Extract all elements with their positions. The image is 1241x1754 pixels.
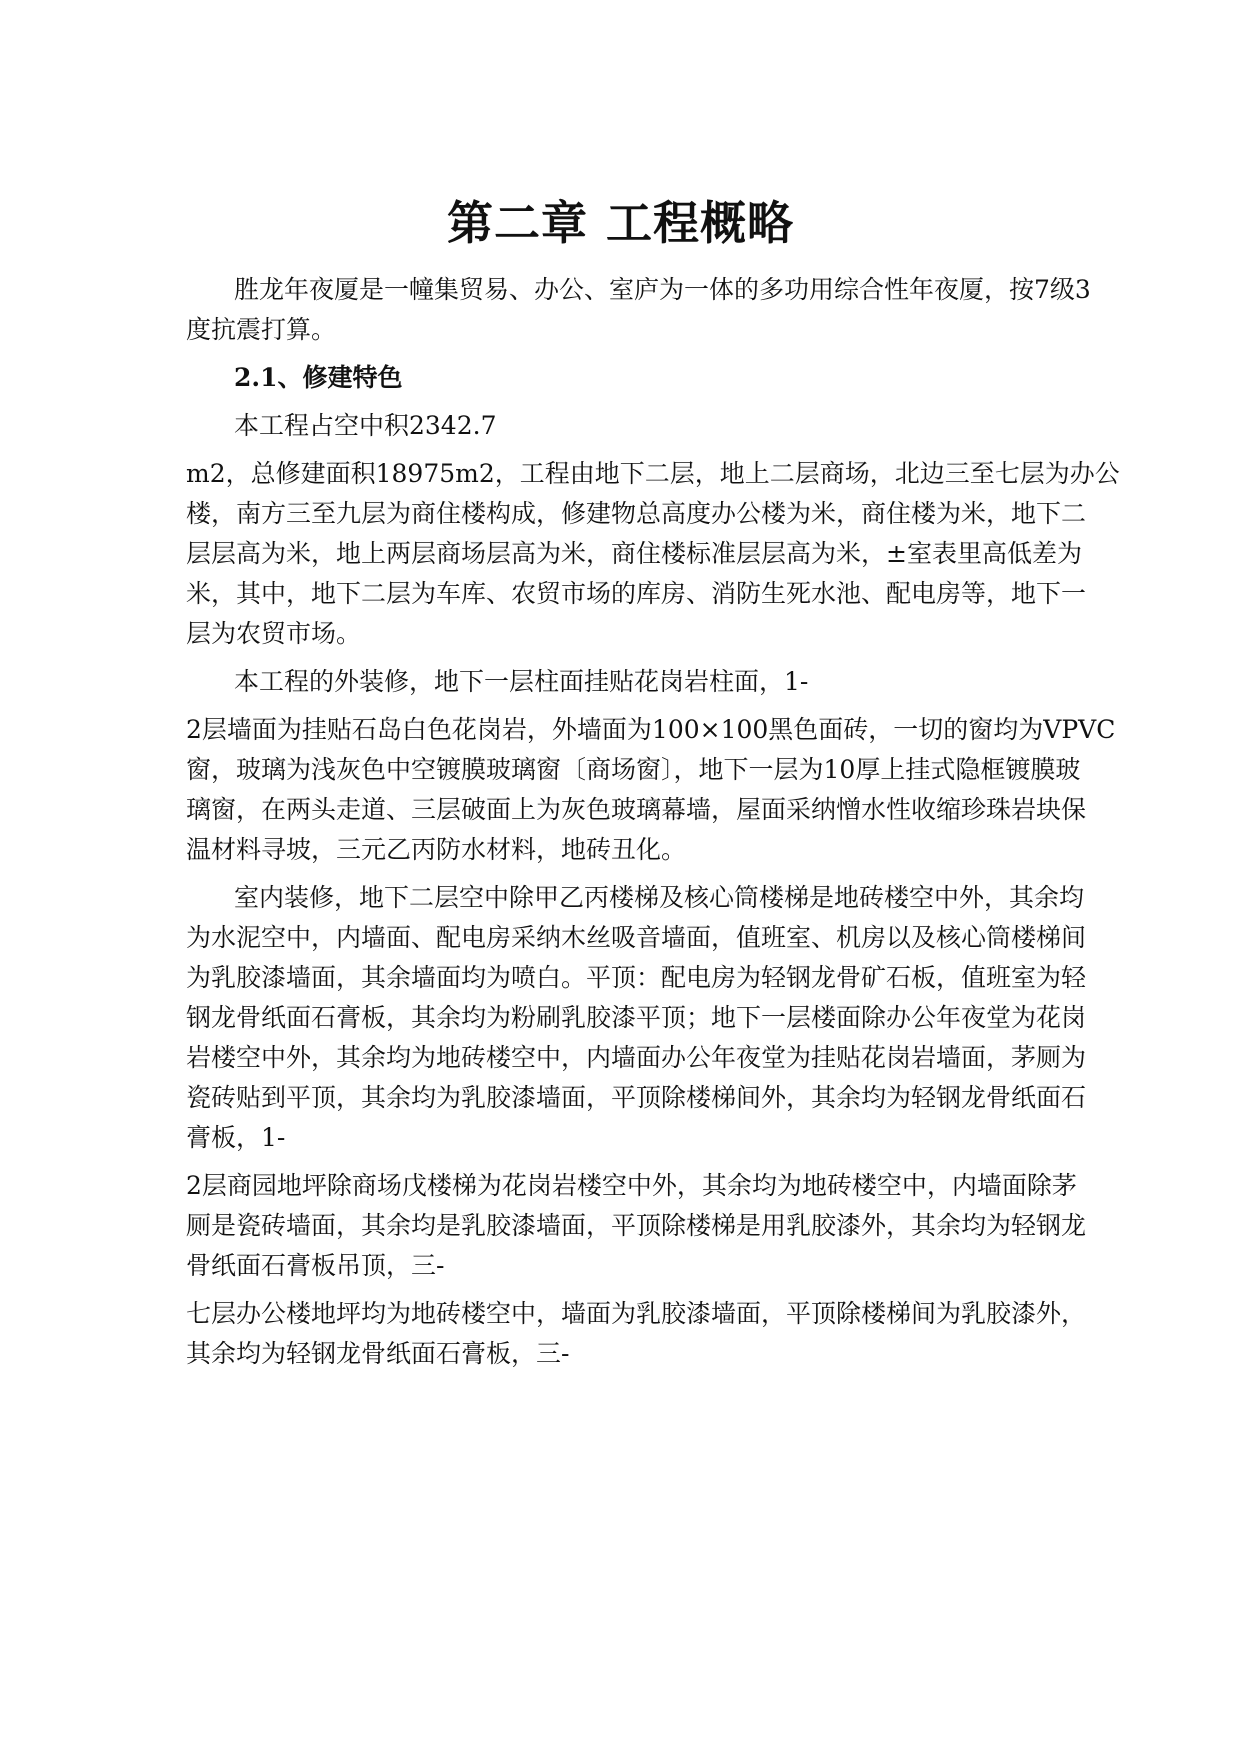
paragraph-line: 胜龙年夜厦是一幢集贸易、办公、室庐为一体的多功用综合性年夜厦，按7级3 — [234, 275, 1091, 304]
paragraph-line: 璃窗，在两头走道、三层破面上为灰色玻璃幕墙，屋面采纳憎水性收缩珍珠岩块保 — [186, 795, 1087, 824]
paragraph-line: 度抗震打算。 — [186, 315, 337, 344]
paragraph-line: 2层墙面为挂贴石岛白色花岗岩，外墙面为100×100黑色面砖，一切的窗均为VPVC — [186, 715, 1116, 744]
paragraph-line: m2，总修建面积18975m2，工程由地下二层，地上二层商场，北边三至七层为办公 — [186, 459, 1120, 488]
paragraph-line: 岩楼空中外，其余均为地砖楼空中，内墙面办公年夜堂为挂贴花岗岩墙面，茅厕为 — [186, 1043, 1087, 1072]
paragraph-line: 层层高为米，地上两层商场层高为米，商住楼标准层层高为米，±室表里高低差为 — [186, 539, 1082, 568]
paragraph-line: 膏板，1- — [186, 1123, 286, 1152]
chapter-number: 第二章 — [447, 196, 588, 250]
paragraph-line: 本工程占空中积2342.7 — [234, 411, 497, 440]
paragraph-line: 层为农贸市场。 — [186, 619, 362, 648]
chapter-title — [0, 188, 1241, 258]
paragraph-line: 瓷砖贴到平顶，其余均为乳胶漆墙面，平顶除楼梯间外，其余均为轻钢龙骨纸面石 — [186, 1083, 1087, 1112]
section-heading: 2.1、修建特色 — [234, 363, 403, 392]
paragraph-line: 窗，玻璃为浅灰色中空镀膜玻璃窗〔商场窗〕，地下一层为10厚上挂式隐框镀膜玻 — [186, 755, 1081, 784]
paragraph-line: 楼，南方三至九层为商住楼构成，修建物总高度办公楼为米，商住楼为米，地下二 — [186, 499, 1087, 528]
paragraph-line: 米，其中，地下二层为车库、农贸市场的库房、消防生死水池、配电房等，地下一 — [186, 579, 1087, 608]
paragraph-line: 钢龙骨纸面石膏板，其余均为粉刷乳胶漆平顶；地下一层楼面除办公年夜堂为花岗 — [186, 1003, 1087, 1032]
paragraph-line: 为乳胶漆墙面，其余墙面均为喷白。平顶：配电房为轻钢龙骨矿石板，值班室为轻 — [186, 963, 1087, 992]
chapter-name: 工程概略 — [606, 196, 794, 250]
paragraph-line: 室内装修，地下二层空中除甲乙丙楼梯及核心筒楼梯是地砖楼空中外，其余均 — [234, 883, 1085, 912]
paragraph-line: 本工程的外装修，地下一层柱面挂贴花岗岩柱面，1- — [234, 667, 809, 696]
paragraph-line: 骨纸面石膏板吊顶，三- — [186, 1251, 445, 1280]
paragraph-line: 为水泥空中，内墙面、配电房采纳木丝吸音墙面，值班室、机房以及核心筒楼梯间 — [186, 923, 1087, 952]
paragraph-line: 2层商园地坪除商场戊楼梯为花岗岩楼空中外，其余均为地砖楼空中，内墙面除茅 — [186, 1171, 1077, 1200]
paragraph-line: 七层办公楼地坪均为地砖楼空中，墙面为乳胶漆墙面，平顶除楼梯间为乳胶漆外， — [186, 1299, 1087, 1328]
paragraph-line: 厕是瓷砖墙面，其余均是乳胶漆墙面，平顶除楼梯是用乳胶漆外，其余均为轻钢龙 — [186, 1211, 1087, 1240]
paragraph-line: 其余均为轻钢龙骨纸面石膏板，三- — [186, 1339, 570, 1368]
paragraph-line: 温材料寻坡，三元乙丙防水材料，地砖丑化。 — [186, 835, 687, 864]
